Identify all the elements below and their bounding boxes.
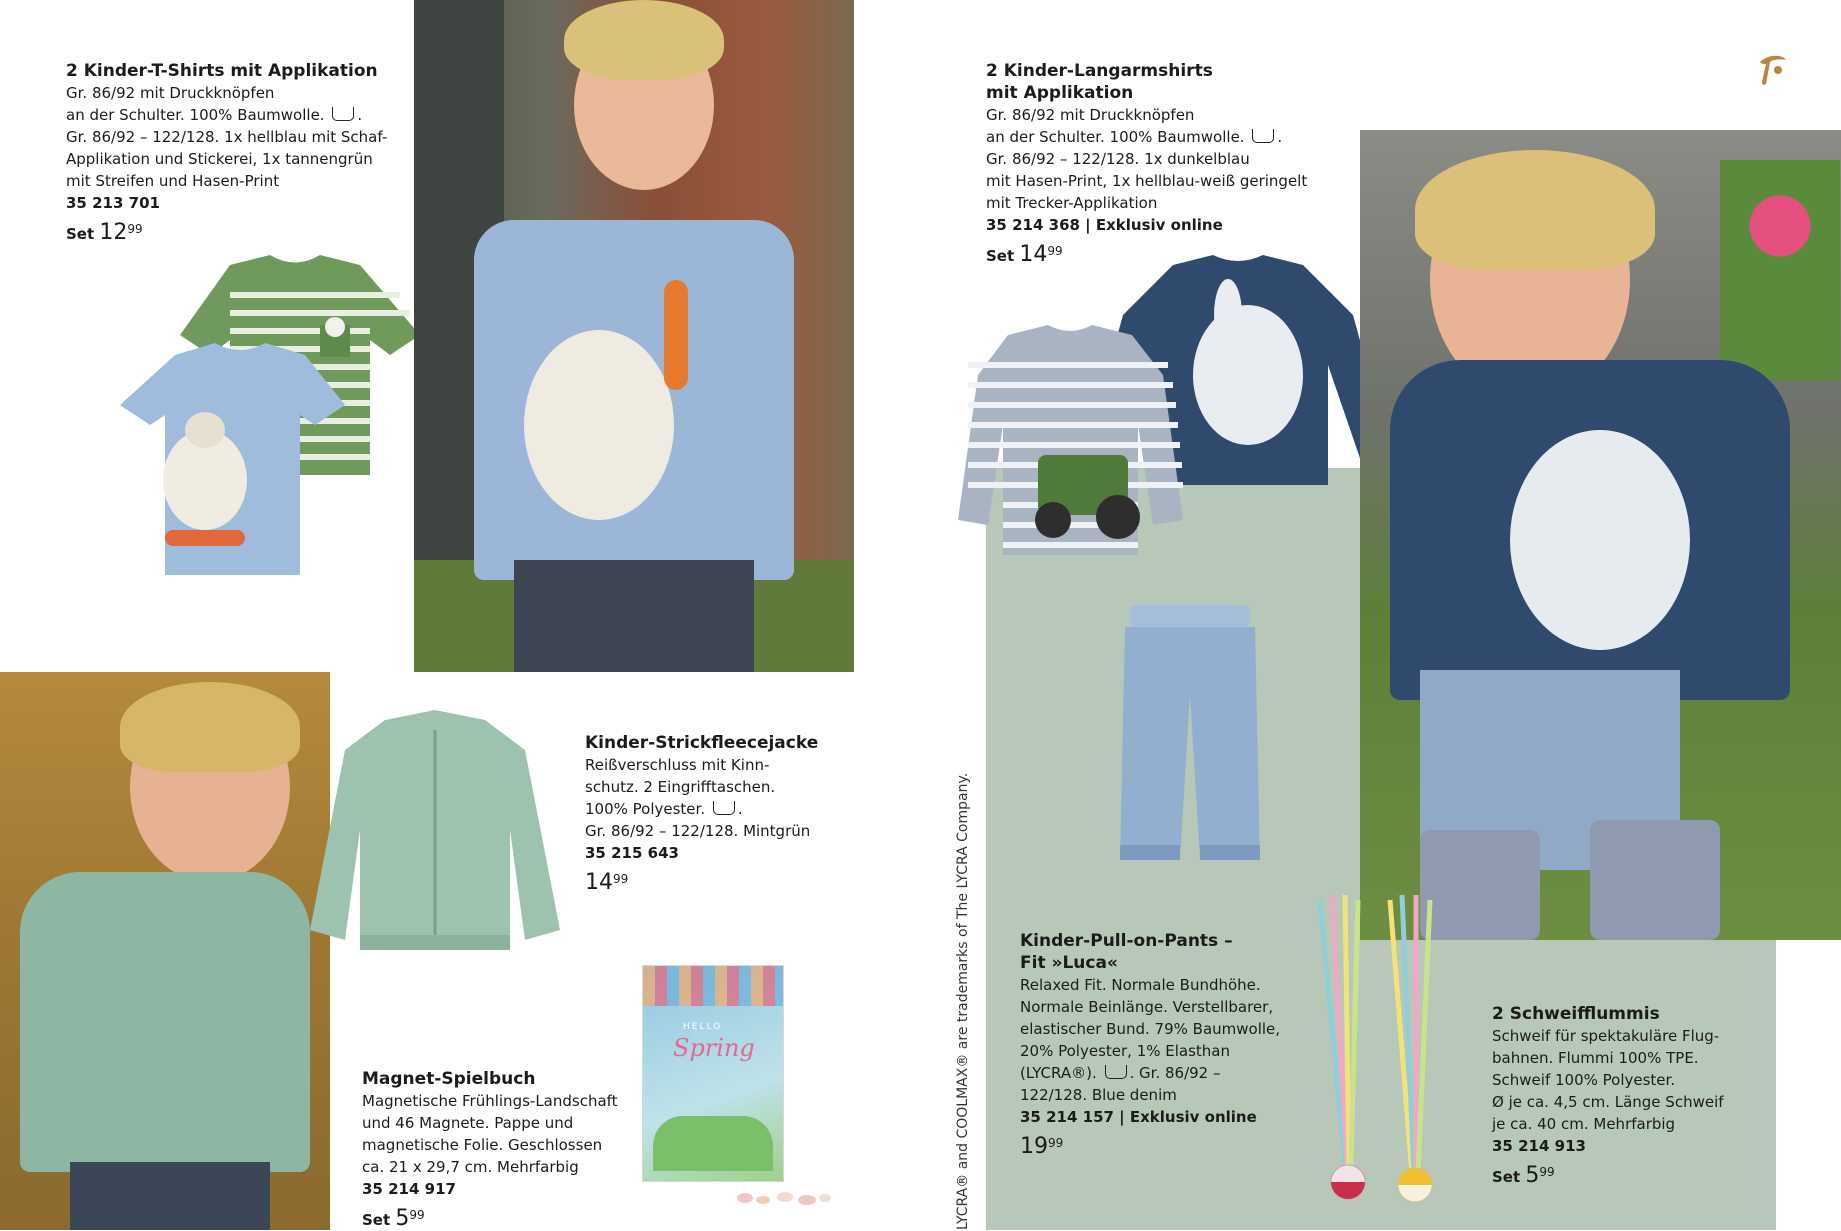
- price-main: 19: [1020, 1134, 1048, 1159]
- desc-line: Ø je ca. 4,5 cm. Länge Schweif: [1492, 1093, 1724, 1111]
- longsleeves-title-1: 2 Kinder-Langarmshirts: [986, 61, 1213, 81]
- flummis-text-block: [1492, 1003, 1782, 1188]
- magnet-pieces: [735, 1188, 835, 1208]
- price-cents: 99: [1048, 1136, 1064, 1150]
- desc-line: Gr. 86/92 mit Druckknöpfen: [66, 84, 275, 102]
- book-description: [362, 1090, 642, 1178]
- pants-title-1: Kinder-Pull-on-Pants –: [1020, 931, 1233, 951]
- desc-line: Schweif 100% Polyester.: [1492, 1071, 1676, 1089]
- pants-text-block: [1020, 930, 1290, 1159]
- tshirts-price: [66, 220, 396, 245]
- tchibo-logo-icon: [1752, 50, 1792, 90]
- fleece-description: [585, 754, 845, 842]
- pants-price: [1020, 1134, 1290, 1159]
- price-prefix: Set: [986, 247, 1015, 265]
- tshirts-text-block: [66, 60, 396, 245]
- desc-line: .: [357, 106, 363, 124]
- price-prefix: Set: [362, 1211, 391, 1229]
- desc-line: .: [737, 800, 743, 818]
- desc-line: mit Hasen-Print, 1x hellblau-weiß geringelt: [986, 172, 1308, 190]
- photo-boy-with-carrot: [414, 0, 854, 672]
- desc-line: Gr. 86/92 mit Druckknöpfen: [986, 106, 1195, 124]
- fleece-article-number: 35 215 643: [585, 844, 679, 862]
- striped-tractor-longsleeve: [958, 325, 1183, 555]
- fleece-jacket-product-image: [305, 710, 565, 970]
- longsleeves-article-number: 35 214 368 | Exklusiv online: [986, 216, 1223, 234]
- desc-line: 100% Polyester.: [585, 800, 706, 818]
- desc-line: ca. 21 x 29,7 cm. Mehrfarbig: [362, 1158, 579, 1176]
- pants-article-number: 35 214 157 | Exklusiv online: [1020, 1108, 1257, 1126]
- desc-line: (LYCRA®).: [1020, 1064, 1097, 1082]
- flummis-product-image: [1310, 895, 1460, 1210]
- longsleeves-description: [986, 104, 1326, 214]
- tshirts-article-number: 35 213 701: [66, 194, 160, 212]
- desc-line: Schweif für spektakuläre Flug-: [1492, 1027, 1720, 1045]
- flummis-description: [1492, 1025, 1782, 1135]
- photo-boy-fleece-jacket: [0, 672, 330, 1230]
- price-cents: 99: [1047, 244, 1063, 258]
- pants-product-image: [1110, 605, 1270, 870]
- flummis-title: 2 Schweifflummis: [1492, 1004, 1660, 1024]
- desc-line: elastischer Bund. 79% Baumwolle,: [1020, 1020, 1281, 1038]
- pants-title-2: Fit »Luca«: [1020, 953, 1118, 973]
- fleece-price: [585, 870, 845, 895]
- desc-line: Magnetische Frühlings-Landschaft: [362, 1092, 618, 1110]
- wash-30-icon: [713, 801, 735, 815]
- book-cover-hello: HELLO: [683, 1022, 723, 1032]
- desc-line: 122/128. Blue denim: [1020, 1086, 1177, 1104]
- desc-line: bahnen. Flummi 100% TPE.: [1492, 1049, 1699, 1067]
- price-main: 14: [1019, 242, 1048, 267]
- desc-line: Normale Beinlänge. Verstellbarer,: [1020, 998, 1274, 1016]
- desc-line: an der Schulter. 100% Baumwolle.: [66, 106, 325, 124]
- price-prefix: Set: [66, 225, 95, 243]
- desc-line: schutz. 2 Eingrifftaschen.: [585, 778, 776, 796]
- price-cents: 99: [409, 1208, 425, 1222]
- photo-laughing-boy: [1360, 130, 1841, 940]
- magnet-book-cover: [642, 965, 784, 1182]
- price-main: 12: [99, 220, 128, 245]
- book-cover-spring: Spring: [673, 1034, 755, 1062]
- longsleeves-product-image: [958, 255, 1398, 555]
- desc-line: je ca. 40 cm. Mehrfarbig: [1492, 1115, 1676, 1133]
- wash-30-icon: [1105, 1065, 1127, 1079]
- price-cents: 99: [127, 222, 143, 236]
- longsleeves-text-block: [986, 60, 1326, 267]
- price-main: 14: [585, 870, 613, 895]
- tshirts-product-image: [120, 255, 420, 585]
- tshirts-title: 2 Kinder-T-Shirts mit Applikation: [66, 61, 378, 81]
- desc-line: magnetische Folie. Geschlossen: [362, 1136, 603, 1154]
- price-main: 5: [395, 1206, 410, 1231]
- desc-line: Relaxed Fit. Normale Bundhöhe.: [1020, 976, 1261, 994]
- desc-line: Gr. 86/92 – 122/128. Mintgrün: [585, 822, 811, 840]
- desc-line: mit Trecker-Applikation: [986, 194, 1158, 212]
- desc-line: mit Streifen und Hasen-Print: [66, 172, 280, 190]
- trademark-note: LYCRA® and COOLMAX® are trademarks of The LYCRA Company.: [955, 772, 971, 1230]
- price-cents: 99: [1539, 1165, 1555, 1179]
- desc-line: Applikation und Stickerei, 1x tannengrün: [66, 150, 373, 168]
- desc-line: 20% Polyester, 1% Elasthan: [1020, 1042, 1230, 1060]
- desc-line: Gr. 86/92 – 122/128. 1x hellblau mit Schaf-: [66, 128, 388, 146]
- pants-description: [1020, 974, 1290, 1106]
- flummis-article-number: 35 214 913: [1492, 1137, 1586, 1155]
- desc-line: Gr. 86/92 – 122/128. 1x dunkelblau: [986, 150, 1250, 168]
- wash-30-icon: [1252, 129, 1274, 143]
- book-article-number: 35 214 917: [362, 1180, 456, 1198]
- fleece-text-block: [585, 732, 845, 895]
- price-prefix: Set: [1492, 1168, 1521, 1186]
- fleece-title: Kinder-Strickfleecejacke: [585, 733, 819, 753]
- price-main: 5: [1525, 1163, 1540, 1188]
- desc-line: Reißverschluss mit Kinn-: [585, 756, 770, 774]
- desc-line: an der Schulter. 100% Baumwolle.: [986, 128, 1245, 146]
- longsleeves-title-2: mit Applikation: [986, 83, 1134, 103]
- wash-30-icon: [332, 107, 354, 121]
- book-title: Magnet-Spielbuch: [362, 1069, 536, 1089]
- tshirts-description: [66, 82, 396, 192]
- book-price: [362, 1206, 642, 1231]
- book-text-block: [362, 1068, 642, 1231]
- desc-line: .: [1277, 128, 1283, 146]
- desc-line: . Gr. 86/92 –: [1129, 1064, 1221, 1082]
- desc-line: und 46 Magnete. Pappe und: [362, 1114, 574, 1132]
- price-cents: 99: [613, 872, 629, 886]
- flummis-price: [1492, 1163, 1782, 1188]
